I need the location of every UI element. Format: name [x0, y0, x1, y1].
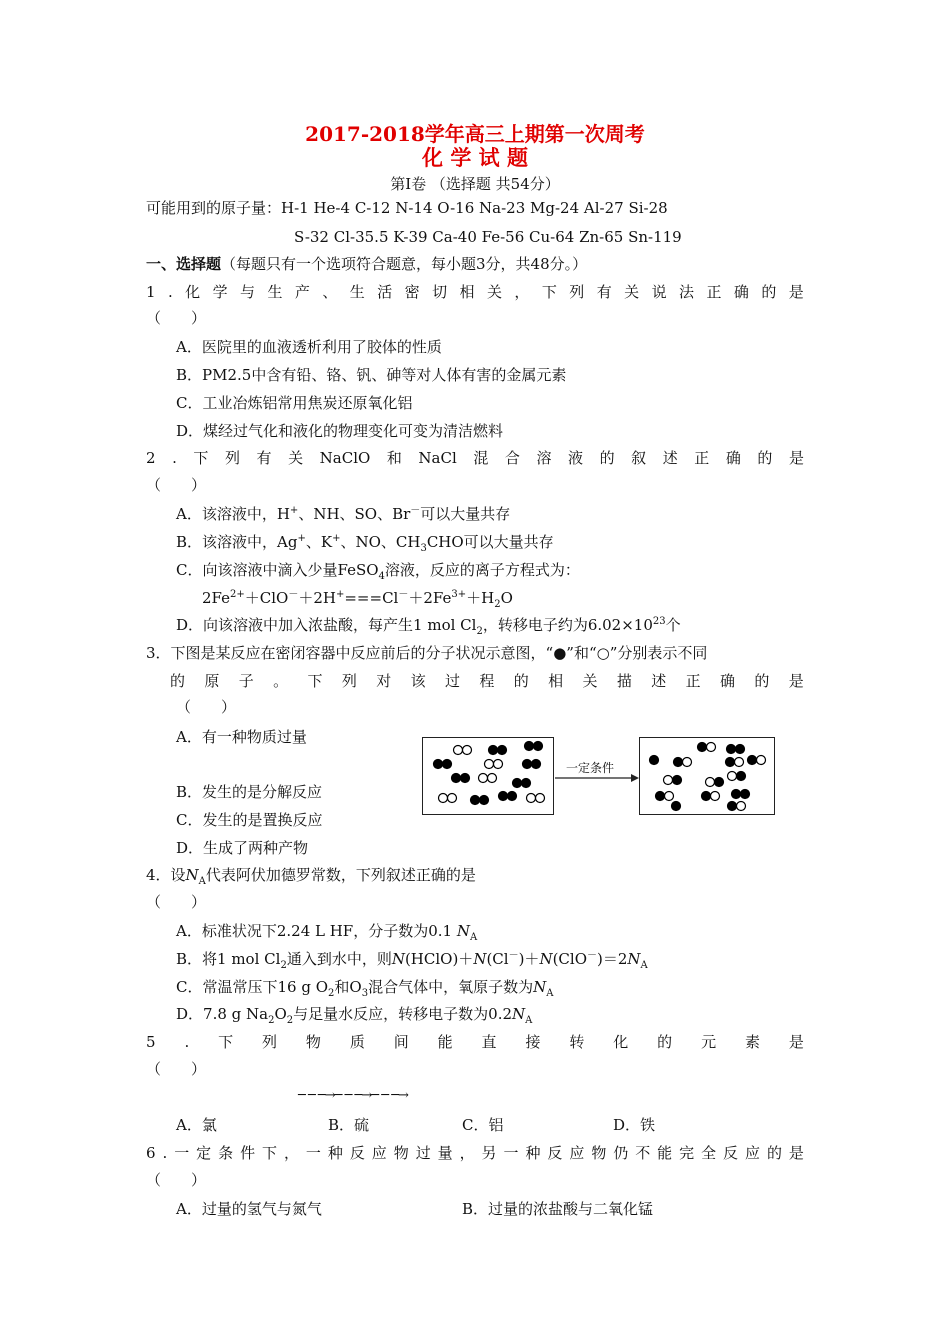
q2-b-text2: 、K [305, 533, 333, 551]
black-atom [525, 742, 534, 751]
stem-char: 反 [349, 1144, 365, 1162]
eq-sup1: 2+ [230, 589, 245, 600]
q2-d-sub: 2 [476, 626, 483, 637]
black-atom [461, 774, 470, 783]
eq-part3: ＋2H [298, 589, 336, 607]
stem-char: 学 [212, 283, 228, 301]
q2-c-sub: 4 [378, 571, 385, 582]
stem-char: 正 [706, 283, 722, 301]
white-atom [757, 756, 766, 765]
stem-char: 下 [307, 672, 323, 690]
q4-paren: （ ） [146, 893, 207, 911]
white-atom [737, 802, 746, 811]
q4-stem-text1: 4．设 [146, 866, 186, 884]
black-atom [698, 743, 707, 752]
black-atom [732, 790, 741, 799]
stem-char: 种 [327, 1144, 343, 1162]
stem-char: 1 [146, 283, 156, 301]
q4-stem-text2: 代表阿伏加德罗常数，下列叙述正确的是 [205, 866, 476, 884]
stem-char: 的 [754, 672, 770, 690]
stem-char: 应 [371, 1144, 387, 1162]
q5-paren: （ ） [146, 1060, 207, 1078]
q2-b-text3: 、NO、CH [340, 533, 421, 551]
black-atom [741, 790, 750, 799]
q4-b-expr5: )＝2 [597, 950, 628, 968]
stem-char: 的 [766, 1144, 782, 1162]
stem-char: 能 [657, 1144, 673, 1162]
stem-char: 列 [569, 283, 585, 301]
stem-char: 的 [761, 283, 777, 301]
q4-option-d [176, 1004, 532, 1024]
na-symbol: N [512, 1005, 526, 1023]
na-symbol: N [627, 950, 641, 968]
na-sub: A [525, 1015, 533, 1026]
stem-char: 切 [432, 283, 448, 301]
q2-paren: （ ） [146, 476, 207, 494]
q6-option-a: A．过量的氢气与氮气 [176, 1200, 322, 1218]
q3-paren: （ ） [176, 698, 237, 716]
q2-option-b [176, 532, 554, 552]
stem-char: 液 [568, 449, 584, 467]
black-atom [513, 779, 522, 788]
stem-char: 法 [679, 283, 695, 301]
stem-char: ， [283, 1144, 299, 1162]
q1-option-d: D．煤经过气化和液化的物理变化可变为清洁燃料 [176, 422, 504, 440]
stem-char: 有 [596, 283, 612, 301]
black-atom [522, 779, 531, 788]
stem-char: 全 [701, 1144, 717, 1162]
q4-c-text2: 和O [334, 978, 362, 996]
black-atom [727, 745, 736, 754]
stem-char: 子 [238, 672, 254, 690]
stem-char: 一 [174, 1144, 190, 1162]
stem-char: 相 [548, 672, 564, 690]
stem-char: 5 [146, 1033, 156, 1051]
stem-char: 该 [410, 672, 426, 690]
stem-char: . [184, 1033, 190, 1051]
stem-char: 正 [685, 672, 701, 690]
stem-char: 物 [393, 1144, 409, 1162]
white-atom [728, 772, 737, 781]
q4-b-text1: B．将1 mol Cl [176, 950, 281, 968]
eq-part4: ===Cl [344, 589, 399, 607]
eq-sup3: + [335, 589, 345, 600]
stem-char: 活 [377, 283, 393, 301]
o2-sub: 2 [286, 1015, 294, 1026]
q2-a-sup2: － [410, 505, 421, 516]
black-atom [532, 760, 541, 769]
white-atom [448, 794, 457, 803]
q2-a-text1: A．该溶液中，H [176, 505, 290, 523]
q3-option-a: A．有一种物质过量 [176, 728, 307, 746]
na-sub: A [546, 988, 554, 999]
stem-char: 下 [262, 1144, 278, 1162]
black-atom [726, 758, 735, 767]
q2-d-text1: D．向该溶液中加入浓盐酸，每产生1 mol Cl [176, 616, 477, 634]
stem-char: 种 [525, 1144, 541, 1162]
eq-sup2: － [288, 589, 299, 600]
stem-char: 下 [193, 449, 209, 467]
eq-part7: O [500, 589, 513, 607]
stem-char: 对 [376, 672, 392, 690]
q1-option-b: B．PM2.5中含有铅、铬、钒、砷等对人体有害的金属元素 [176, 366, 567, 384]
stem-char: 的 [599, 449, 615, 467]
q4-stem [146, 865, 476, 885]
stem-char: NaCl [418, 449, 457, 467]
reaction-arrow [555, 773, 639, 783]
stem-char: 关 [582, 672, 598, 690]
stem-char: 一 [503, 1144, 519, 1162]
q3-stem-line1: 3．下图是某反应在密闭容器中反应前后的分子状况示意图，“●”和“○”分别表示不同 [146, 644, 708, 662]
stem-char: 关 [288, 449, 304, 467]
black-atom [498, 746, 507, 755]
q4-b-expr1: (HClO)＋ [404, 950, 474, 968]
stem-char: 合 [504, 449, 520, 467]
q2-equation [202, 588, 513, 608]
black-atom [534, 742, 543, 751]
q2-d-text2: ，转移电子约为6.02×10 [482, 616, 653, 634]
stem-char: 是 [788, 672, 804, 690]
stem-char: 有 [256, 449, 272, 467]
na-sub: A [469, 932, 478, 943]
stem-char: 的 [513, 672, 529, 690]
stem-char: 确 [720, 672, 736, 690]
q6-stem [146, 1143, 804, 1163]
white-atom [463, 746, 472, 755]
stem-char: 仍 [613, 1144, 629, 1162]
stem-char: 能 [437, 1033, 453, 1051]
stem-char: 是 [788, 1144, 804, 1162]
stem-char: 的 [657, 1033, 673, 1051]
stem-char: 不 [635, 1144, 651, 1162]
q1-paren: （ ） [146, 309, 207, 327]
exam-title: 2017-2018学年高三上期第一次周考 [305, 122, 645, 146]
black-atom [737, 772, 746, 781]
arrow-label: 一定条件 [566, 761, 615, 775]
q4-d-text2: O [274, 1005, 287, 1023]
stem-char: 完 [679, 1144, 695, 1162]
stem-char: 原 [204, 672, 220, 690]
eq-part6: ＋H [466, 589, 495, 607]
stem-char: 间 [393, 1033, 409, 1051]
q2-b-sup1: + [297, 533, 306, 544]
stem-char: 过 [445, 672, 461, 690]
q2-c-text2: 溶液，反应的离子方程式为： [384, 561, 580, 579]
black-atom [452, 774, 461, 783]
stem-char: 下 [218, 1033, 234, 1051]
q5-option-a: A．氯 [176, 1116, 217, 1134]
q4-option-a [176, 921, 477, 941]
stem-char: 关 [486, 283, 502, 301]
stem-char: 说 [651, 283, 667, 301]
products-box [639, 737, 775, 815]
reactants-box [422, 737, 554, 815]
black-atom [650, 756, 659, 765]
q2-a-sup1: + [289, 505, 299, 516]
na2-sub: 2 [268, 1015, 275, 1026]
q4-b-text2: 通入到水中，则 [286, 950, 392, 968]
q4-c-text1: C．常温常压下16 g O [176, 978, 329, 996]
q3-option-d: D．生成了两种产物 [176, 839, 309, 857]
black-atom [672, 802, 681, 811]
stem-char: 接 [525, 1033, 541, 1051]
stem-char: 程 [479, 672, 495, 690]
section-heading [146, 254, 587, 274]
q2-option-c [176, 560, 580, 580]
stem-char: 和 [386, 449, 402, 467]
stem-char: 件 [240, 1144, 256, 1162]
stem-char: 物 [305, 1033, 321, 1051]
white-atom [488, 774, 497, 783]
stem-char: 述 [662, 449, 678, 467]
white-atom [527, 794, 536, 803]
stem-char: 量 [437, 1144, 453, 1162]
stem-char: 反 [723, 1144, 739, 1162]
atomic-masses-line2: S-32 Cl-35.5 K-39 Ca-40 Fe-56 Cu-64 Zn-65 Sn-119 [294, 228, 682, 246]
na-symbol: N [456, 922, 470, 940]
q2-d-sup: 23 [652, 616, 666, 627]
q4-c-text3: 混合气体中，氧原子数为 [368, 978, 534, 996]
eq-part2: ＋ClO [244, 589, 289, 607]
stem-char: 列 [262, 1033, 278, 1051]
q4-b-expr3: )＋ [518, 950, 540, 968]
stem-char: ， [514, 283, 530, 301]
white-atom [536, 794, 545, 803]
white-atom [706, 778, 715, 787]
white-atom [735, 758, 744, 767]
stem-char: 直 [481, 1033, 497, 1051]
stem-char: 化 [613, 1033, 629, 1051]
stem-char: 6 [146, 1144, 156, 1162]
stem-char: NaClO [319, 449, 371, 467]
white-atom [494, 760, 503, 769]
white-atom [665, 792, 674, 801]
q4-d-text3: 与足量水反应，转移电子数为0.2 [293, 1005, 513, 1023]
stem-char: 述 [651, 672, 667, 690]
volume-label: 第Ⅰ卷 （选择题 共54分） [390, 175, 560, 193]
stem-char: 的 [757, 449, 773, 467]
n-symbol: N [473, 950, 487, 968]
q1-option-a: A．医院里的血液透析利用了胶体的性质 [176, 338, 442, 356]
white-atom [454, 746, 463, 755]
white-atom [479, 774, 488, 783]
stem-char: . [162, 1144, 168, 1162]
black-atom [673, 776, 682, 785]
q4-a-text: A．标准状况下2.24 L HF，分子数为0.1 [176, 922, 457, 940]
stem-char: 。 [273, 672, 289, 690]
eq-sup4: － [398, 589, 409, 600]
minus-sup: － [587, 950, 597, 961]
section-note: （每题只有一个选项符合题意，每小题3分，共48分。） [221, 255, 588, 273]
q2-b-sup2: + [332, 533, 341, 544]
minus-sup: － [508, 950, 519, 961]
q1-stem [146, 282, 804, 302]
stem-char: 定 [196, 1144, 212, 1162]
white-atom [707, 743, 716, 752]
stem-char: 生 [267, 283, 283, 301]
q5-option-d: D．铁 [613, 1116, 656, 1134]
q6-paren: （ ） [146, 1171, 207, 1189]
stem-char: 溶 [536, 449, 552, 467]
subject-title: 化 学 试 题 [422, 145, 528, 170]
eq-part5: ＋2Fe [408, 589, 452, 607]
stem-char: . [167, 283, 173, 301]
q4-d-text1: D．7.8 g Na [176, 1005, 269, 1023]
black-atom [748, 756, 757, 765]
stem-char: 转 [569, 1033, 585, 1051]
black-atom [443, 760, 452, 769]
stem-char: 元 [701, 1033, 717, 1051]
stem-char: 生 [349, 283, 365, 301]
black-atom [523, 760, 532, 769]
q3-option-c: C．发生的是置换反应 [176, 811, 323, 829]
stem-char: 的 [170, 672, 186, 690]
eq-part1: 2Fe [202, 589, 231, 607]
black-atom [434, 760, 443, 769]
na-sub: A [640, 960, 648, 971]
stem-char: . [172, 449, 177, 467]
q2-c-text1: C．向该溶液中滴入少量FeSO [176, 561, 379, 579]
q4-b-expr4: (ClO [552, 950, 587, 968]
white-atom [664, 776, 673, 785]
stem-char: 一 [305, 1144, 321, 1162]
q4-b-expr2: (Cl [486, 950, 509, 968]
stem-char: 是 [788, 449, 804, 467]
stem-char: 过 [415, 1144, 431, 1162]
products-molecules [640, 738, 774, 814]
atomic-masses-label: 可能用到的原子量： [146, 199, 282, 217]
q2-b-text4: CHO可以大量共存 [426, 533, 554, 551]
atomic-masses-values-1: H-1 He-4 C-12 N-14 O-16 Na-23 Mg-24 Al-27 Si-28 [281, 199, 668, 217]
stem-char: 下 [541, 283, 557, 301]
q3-stem-line2 [170, 671, 804, 691]
stem-char: 产 [294, 283, 310, 301]
stem-char: 应 [569, 1144, 585, 1162]
q5-option-c: C．铝 [462, 1116, 504, 1134]
black-atom [702, 792, 711, 801]
q2-stem [146, 448, 804, 468]
stem-char: 混 [473, 449, 489, 467]
stem-char: 描 [616, 672, 632, 690]
stem-char: 化 [185, 283, 201, 301]
q5-stem [146, 1032, 804, 1052]
na-sub: A [198, 876, 206, 887]
o2-sub: 2 [328, 988, 335, 999]
q2-b-text1: B．该溶液中，Ag [176, 533, 298, 551]
stem-char: 另 [481, 1144, 497, 1162]
stem-char: 素 [744, 1033, 760, 1051]
stem-char: 关 [624, 283, 640, 301]
black-atom [489, 746, 498, 755]
n-symbol: N [539, 950, 553, 968]
black-atom [499, 792, 508, 801]
stem-char: 密 [404, 283, 420, 301]
black-atom [736, 745, 745, 754]
white-atom [485, 760, 494, 769]
stem-char: 应 [744, 1144, 760, 1162]
white-atom [711, 792, 720, 801]
o3-sub: 3 [361, 988, 369, 999]
q4-b-sub: 2 [280, 960, 287, 971]
stem-char: 列 [341, 672, 357, 690]
na-symbol: N [533, 978, 547, 996]
stem-char: 物 [591, 1144, 607, 1162]
stem-char: 相 [459, 283, 475, 301]
stem-char: 确 [733, 283, 749, 301]
stem-char: 、 [322, 283, 338, 301]
stem-char: 条 [218, 1144, 234, 1162]
atomic-masses-line1 [146, 198, 668, 218]
stem-char: 质 [349, 1033, 365, 1051]
q2-b-sub: 3 [420, 543, 427, 554]
black-atom [728, 802, 737, 811]
black-atom [508, 792, 517, 801]
white-atom [439, 794, 448, 803]
q2-a-text2: 、NH、SO、Br [298, 505, 411, 523]
section-title: 一、选择题 [146, 255, 222, 273]
eq-sub6: 2 [494, 599, 501, 610]
eq-sup5: 3+ [451, 589, 467, 600]
black-atom [471, 796, 480, 805]
q4-option-b [176, 949, 648, 969]
black-atom [715, 778, 724, 787]
stem-char: ， [459, 1144, 475, 1162]
white-atom [683, 758, 692, 767]
stem-char: 正 [694, 449, 710, 467]
black-atom [656, 792, 665, 801]
stem-char: 反 [547, 1144, 563, 1162]
stem-char: 是 [788, 1033, 804, 1051]
stem-char: 确 [725, 449, 741, 467]
n-symbol: N [391, 950, 405, 968]
q2-d-text3: 个 [665, 616, 681, 634]
stem-char: 叙 [631, 449, 647, 467]
q5-option-b: B．硫 [328, 1116, 370, 1134]
q5-conversion-chain: ─ ─ ─→─ ─ ─→─ ─ ─→ [298, 1088, 408, 1103]
black-atom [480, 796, 489, 805]
q3-option-b: B．发生的是分解反应 [176, 783, 323, 801]
stem-char: 是 [788, 283, 804, 301]
q4-option-c [176, 977, 553, 997]
q6-option-b: B．过量的浓盐酸与二氧化锰 [462, 1200, 654, 1218]
na-symbol: N [185, 866, 199, 884]
q2-a-text3: 可以大量共存 [420, 505, 511, 523]
reactants-molecules [423, 738, 553, 814]
q2-option-a [176, 504, 510, 524]
stem-char: 列 [224, 449, 240, 467]
black-atom [674, 758, 683, 767]
q2-option-d [176, 615, 681, 635]
q1-option-c: C．工业冶炼铝常用焦炭还原氧化铝 [176, 394, 413, 412]
stem-char: 2 [146, 449, 156, 467]
stem-char: 与 [240, 283, 256, 301]
